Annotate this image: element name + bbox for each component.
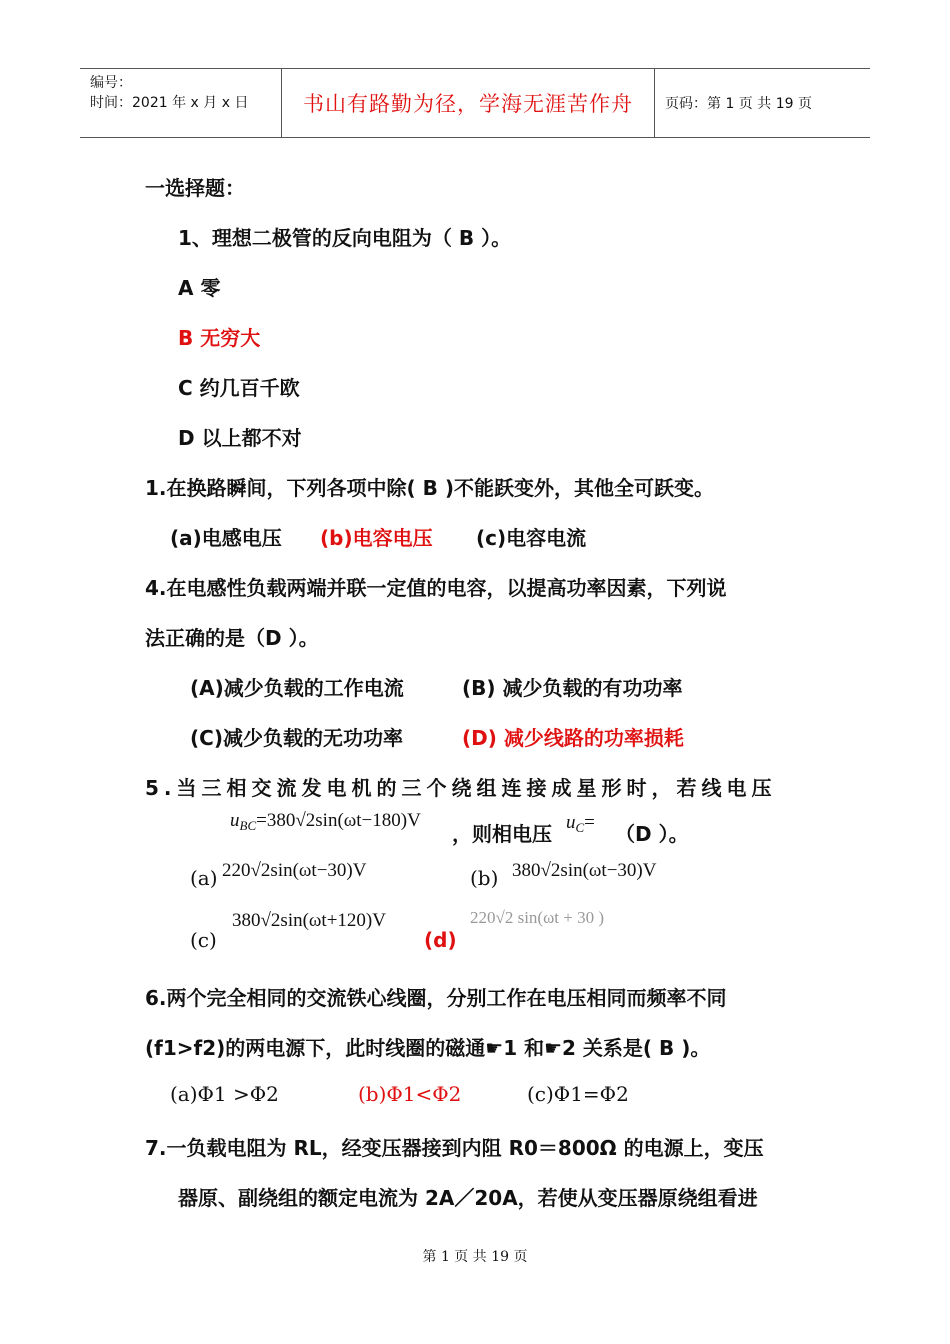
q5-target-sub: C [575,820,585,835]
page-footer: 第 1 页 共 19 页 [422,1249,528,1265]
q6-stem-line1: 6.两个完全相同的交流铁心线圈，分别工作在电压相同而频率不同 [145,986,727,1010]
q5-given-formula [230,810,421,834]
q5-option-a-label: (a) [190,866,218,890]
q1-option-a: A 零 [178,276,221,300]
q4-stem-line1: 4.在电感性负载两端并联一定值的电容，以提高功率因素，下列说 [145,576,727,600]
date-label: 时间：2021 年 x 月 x 日 [90,95,249,111]
q5-target-var: u [566,812,576,833]
q5-option-b-formula: 380√2sin(ωt−30)V [512,860,657,881]
q6-option-b: (b)Φ1<Φ2 [358,1082,462,1106]
q6-option-a: (a)Φ1 >Φ2 [170,1082,279,1106]
serial-label: 编号： [90,75,132,91]
q5-target-formula [566,812,595,836]
header-meta [80,69,280,137]
q5-option-b-label: (b) [470,866,499,890]
q5-option-c-formula: 380√2sin(ωt+120)V [232,910,386,931]
header-motto: 书山有路勤为径，学海无涯苦作舟 [281,69,655,137]
q5-given-sub: BC [239,818,257,833]
q1-option-d: D 以上都不对 [178,426,302,450]
q5-given-var: u [230,810,240,831]
q5-option-d-label: (d) [424,928,457,952]
q1b-stem: 1.在换路瞬间，下列各项中除( B )不能跃变外，其他全可跃变。 [145,476,714,500]
header-page-info: 页码：第 1 页 共 19 页 [665,96,812,112]
q5-option-c-label: (c) [190,928,217,952]
q6-option-c: (c)Φ1=Φ2 [527,1082,629,1106]
q5-option-a-formula: 220√2sin(ωt−30)V [222,860,367,881]
q1-option-b: B 无穷大 [178,326,261,350]
q5-stem-line1: 5.当三相交流发电机的三个绕组连接成星形时，若线电压 [145,776,777,800]
q7-stem-line1: 7.一负载电阻为 RL，经变压器接到内阻 R0＝800Ω 的电源上，变压 [145,1136,764,1160]
q7-stem-line2: 器原、副绕组的额定电流为 2A／20A，若使从变压器原绕组看进 [178,1186,758,1210]
q5-stem-mid: ，则相电压 [452,822,552,846]
q4-option-d: (D) 减少线路的功率损耗 [462,726,684,750]
section-title: 一选择题： [145,176,245,200]
q4-option-c: (C)减少负载的无功功率 [190,726,403,750]
q4-stem-line2: 法正确的是（D ）。 [145,626,319,650]
q1b-option-b: (b)电容电压 [320,526,433,550]
q5-target-rest: = [584,812,595,833]
page-header [80,68,870,138]
q6-stem-line2: (f1>f2)的两电源下，此时线圈的磁通☛1 和☛2 关系是( B )。 [145,1036,711,1060]
q5-given-rest: =380√2sin(ωt−180)V [256,810,421,831]
q5-option-d-formula: 220√2 sin(ωt + 30 ) [470,908,604,927]
q1-option-c: C 约几百千欧 [178,376,300,400]
q1-stem: 1、理想二极管的反向电阻为（ B ）。 [178,226,512,250]
q1b-option-c: (c)电容电流 [476,526,587,550]
q4-option-b: (B) 减少负载的有功功率 [462,676,683,700]
q1b-option-a: (a)电感电压 [170,526,282,550]
q4-option-a: (A)减少负载的工作电流 [190,676,404,700]
q5-stem-end: （D ）。 [615,822,689,846]
